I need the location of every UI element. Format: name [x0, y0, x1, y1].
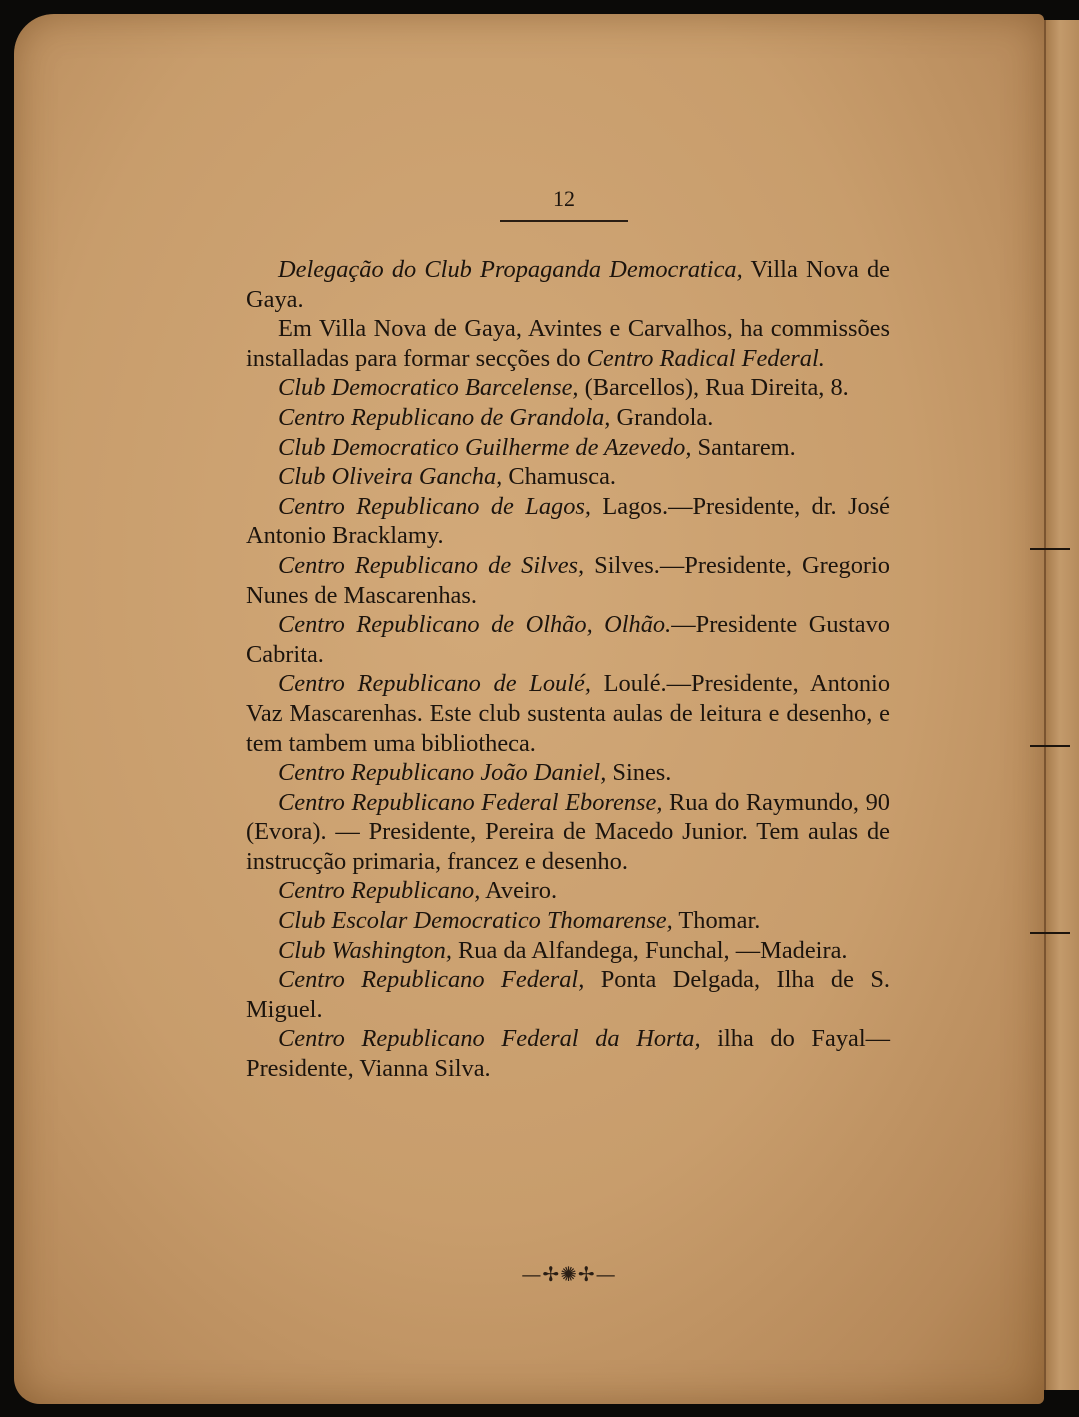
entry-name: Centro Republicano João Daniel,: [278, 759, 607, 787]
directory-entry: [246, 788, 890, 877]
entry-details: Rua do Raymundo, 90 (Evora). — Presidente, Pereira de Macedo Junior. Tem aulas de instrucção primaria, francez e desenho.: [246, 788, 890, 875]
entry-name: Centro Republicano de Lagos,: [278, 492, 591, 520]
entry-details: Rua da Alfandega, Funchal, —Madeira.: [451, 936, 848, 964]
header-rule: [500, 220, 628, 222]
page-number: 12: [553, 186, 575, 211]
directory-entry: [246, 255, 890, 314]
directory-entry: [246, 758, 890, 788]
directory-entry: [246, 1024, 890, 1083]
directory-entry: [246, 373, 890, 403]
directory-entry: [246, 610, 890, 669]
entry-details: Ponta Delgada, Ilha de S. Miguel.: [246, 966, 891, 1023]
entry-details: Silves.—Presidente, Gregorio Nunes de Mascarenhas.: [246, 551, 890, 609]
directory-entry: [246, 936, 890, 966]
entry-name: Centro Republicano Federal,: [278, 966, 585, 994]
entry-name: Club Democratico Barcelense,: [278, 374, 579, 402]
entry-name: Centro Republicano de Loulé,: [278, 670, 591, 698]
entry-details: ilha do Fayal—Presidente, Vianna Silva.: [246, 1025, 891, 1083]
directory-entry: [246, 876, 890, 906]
directory-entry: [246, 551, 890, 610]
entry-name: Centro Republicano de Grandola,: [278, 403, 611, 431]
entry-details: Em Villa Nova de Gaya, Avintes e Carvalhos, ha commissões installadas para formar secções do: [246, 315, 890, 372]
entry-details: (Barcellos), Rua Direita, 8.: [578, 374, 849, 402]
directory-entry: [246, 906, 890, 936]
directory-entry: [246, 314, 890, 373]
entry-tail: Centro Radical Federal.: [586, 344, 825, 372]
entry-details: Chamusca.: [502, 463, 617, 491]
entry-details: Santarem.: [691, 433, 796, 461]
directory-entry: [246, 965, 890, 1024]
directory-entry: [246, 492, 890, 551]
directory-entry: [246, 403, 890, 433]
entry-details: Thomar.: [672, 907, 761, 935]
entry-name: Centro Republicano,: [278, 877, 481, 905]
entry-name: Delegação do Club Propaganda Democratica,: [278, 256, 743, 283]
entry-name: Centro Republicano de Olhão, Olhão.: [278, 611, 672, 639]
edge-mark: [1030, 932, 1070, 934]
entry-name: Club Washington,: [278, 936, 452, 964]
entry-details: Villa Nova de Gaya.: [246, 256, 890, 313]
body-text: [246, 255, 890, 1084]
entry-name: Club Oliveira Gancha,: [278, 463, 503, 491]
entry-details: Lagos.—Presidente, dr. José Antonio Bracklamy.: [246, 492, 890, 550]
directory-entry: [246, 669, 890, 758]
entry-details: Grandola.: [610, 403, 714, 431]
entry-details: Aveiro.: [480, 877, 558, 905]
entry-details: —Presidente Gustavo Cabrita.: [246, 611, 891, 668]
entry-name: Centro Republicano Federal da Horta,: [278, 1025, 701, 1053]
directory-entry: [246, 462, 890, 492]
directory-entry: [246, 433, 890, 463]
entry-name: Club Democratico Guilherme de Azevedo,: [278, 433, 692, 461]
entry-details: Loulé.—Presidente, Antonio Vaz Mascarenhas. Este club sustenta aulas de leitura e desenho, e tem tambem uma bibliotheca.: [246, 670, 891, 757]
entry-details: Sines.: [606, 759, 672, 787]
entry-name: Centro Republicano de Silves,: [278, 551, 585, 579]
page-edge: [1044, 20, 1079, 1390]
edge-mark: [1030, 745, 1070, 747]
edge-mark: [1030, 548, 1070, 550]
entry-name: Centro Republicano Federal Eborense,: [278, 788, 663, 816]
entry-name: Club Escolar Democratico Thomarense,: [278, 907, 673, 935]
end-ornament: —✢✺✢—: [521, 1262, 617, 1286]
